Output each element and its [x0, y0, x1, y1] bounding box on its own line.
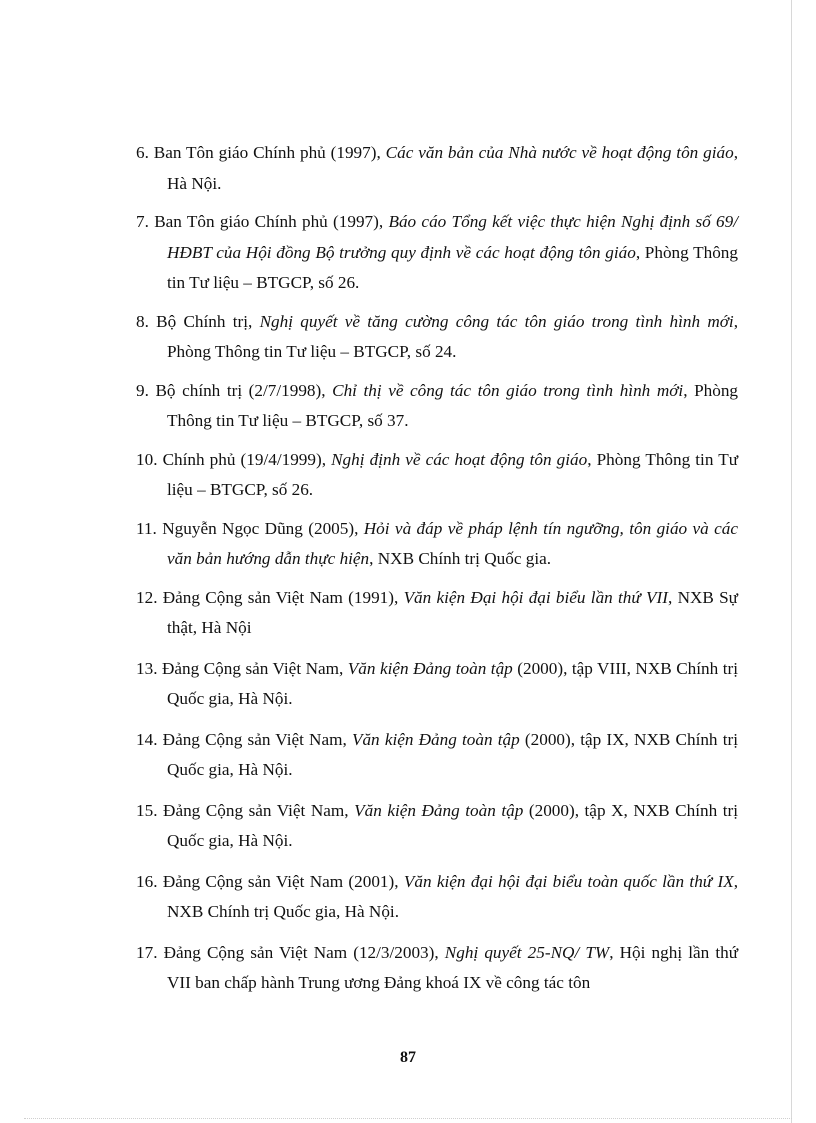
reference-text	[136, 514, 738, 575]
reference-details: (2000), tập IX, NXB Chính trị Quốc gia, Hà Nội.	[167, 729, 738, 779]
reference-text	[136, 938, 738, 999]
reference-number: 8.	[136, 311, 149, 331]
page-bottom-divider	[24, 1118, 792, 1119]
reference-item	[136, 725, 738, 786]
reference-item	[136, 207, 738, 299]
reference-item	[136, 445, 738, 506]
reference-item	[136, 307, 738, 368]
reference-details: , NXB Sự thật, Hà Nội	[167, 587, 739, 637]
reference-title: Nghị quyết về tăng cường công tác tôn giáo trong tình hình mới	[259, 311, 734, 331]
reference-number: 9.	[136, 380, 149, 400]
reference-number: 17.	[136, 942, 158, 962]
reference-text	[136, 867, 738, 928]
reference-title: Báo cáo Tổng kết việc thực hiện Nghị định số 69/ HĐBT của Hội đồng Bộ trưởng quy định về các hoạt động tôn giáo	[167, 212, 739, 262]
reference-author: Nguyễn Ngọc Dũng (2005),	[162, 518, 364, 538]
reference-number: 10.	[136, 449, 158, 469]
reference-author: Ban Tôn giáo Chính phủ (1997),	[153, 143, 386, 162]
reference-text	[136, 725, 738, 786]
page-number: 87	[400, 1049, 416, 1066]
reference-number: 14.	[136, 729, 158, 749]
reference-title: Hỏi và đáp về pháp lệnh tín ngưỡng, tôn giáo và các văn bản hướng dẫn thực hiện	[167, 518, 738, 568]
reference-details: , NXB Chính trị Quốc gia.	[369, 549, 552, 568]
reference-details: , Phòng Thông tin Tư liệu – BTGCP, số 37.	[167, 380, 739, 430]
reference-item	[136, 376, 738, 437]
reference-item	[136, 654, 738, 715]
reference-text	[136, 796, 738, 857]
reference-item	[136, 867, 738, 928]
reference-title: Văn kiện Đảng toàn tập	[347, 658, 513, 678]
reference-number: 7.	[136, 212, 149, 231]
reference-author: Đảng Cộng sản Việt Nam,	[161, 658, 348, 678]
reference-number: 6.	[136, 143, 149, 162]
reference-title: Các văn bản của Nhà nước về hoạt động tôn giáo	[385, 143, 734, 162]
reference-details: (2000), tập X, NXB Chính trị Quốc gia, Hà Nội.	[167, 800, 739, 850]
reference-author: Đảng Cộng sản Việt Nam (12/3/2003),	[163, 942, 445, 962]
reference-text	[136, 207, 738, 299]
reference-number: 15.	[136, 800, 158, 820]
reference-text	[136, 138, 738, 199]
reference-details: , Phòng Thông tin Tư liệu – BTGCP, số 26.	[167, 449, 739, 499]
reference-author: Bộ chính trị (2/7/1998),	[155, 380, 333, 400]
reference-item	[136, 583, 738, 644]
reference-list	[136, 138, 738, 1009]
reference-details: , Phòng Thông tin Tư liệu – BTGCP, số 26.	[167, 242, 738, 292]
reference-author: Đảng Cộng sản Việt Nam,	[163, 800, 355, 820]
reference-text	[136, 583, 738, 644]
reference-title: Nghị quyết 25-NQ/ TW	[444, 942, 610, 962]
reference-title: Chỉ thị về công tác tôn giáo trong tình hình mới	[332, 380, 684, 400]
reference-author: Ban Tôn giáo Chính phủ (1997),	[154, 212, 389, 231]
reference-number: 11.	[136, 518, 157, 538]
reference-text	[136, 376, 738, 437]
reference-author: Chính phủ (19/4/1999),	[162, 449, 332, 469]
reference-text	[136, 654, 738, 715]
reference-details: (2000), tập VIII, NXB Chính trị Quốc gia, Hà Nội.	[167, 658, 738, 708]
reference-title: Văn kiện đại hội đại biểu toàn quốc lần thứ IX	[403, 871, 734, 891]
reference-title: Văn kiện Đảng toàn tập	[351, 729, 520, 749]
reference-number: 12.	[136, 587, 158, 607]
reference-details: , Hội nghị lần thứ VII ban chấp hành Trung ương Đảng khoá IX về công tác tôn	[167, 942, 739, 992]
reference-item	[136, 138, 738, 199]
reference-author: Bộ Chính trị,	[156, 311, 260, 331]
reference-title: Văn kiện Đảng toàn tập	[354, 800, 524, 820]
reference-details: , Phòng Thông tin Tư liệu – BTGCP, số 24.	[167, 311, 739, 361]
reference-title: Nghị định về các hoạt động tôn giáo	[331, 449, 588, 469]
reference-item	[136, 796, 738, 857]
reference-number: 13.	[136, 658, 158, 678]
reference-item	[136, 514, 738, 575]
reference-author: Đảng Cộng sản Việt Nam (1991),	[162, 587, 404, 607]
reference-text	[136, 307, 738, 368]
reference-details: , Hà Nội.	[167, 143, 739, 193]
reference-author: Đảng Cộng sản Việt Nam,	[162, 729, 352, 749]
reference-title: Văn kiện Đại hội đại biểu lần thứ VII	[403, 587, 668, 607]
reference-item	[136, 938, 738, 999]
reference-details: , NXB Chính trị Quốc gia, Hà Nội.	[167, 871, 739, 921]
reference-text	[136, 445, 738, 506]
reference-number: 16.	[136, 871, 158, 891]
reference-author: Đảng Cộng sản Việt Nam (2001),	[162, 871, 404, 891]
